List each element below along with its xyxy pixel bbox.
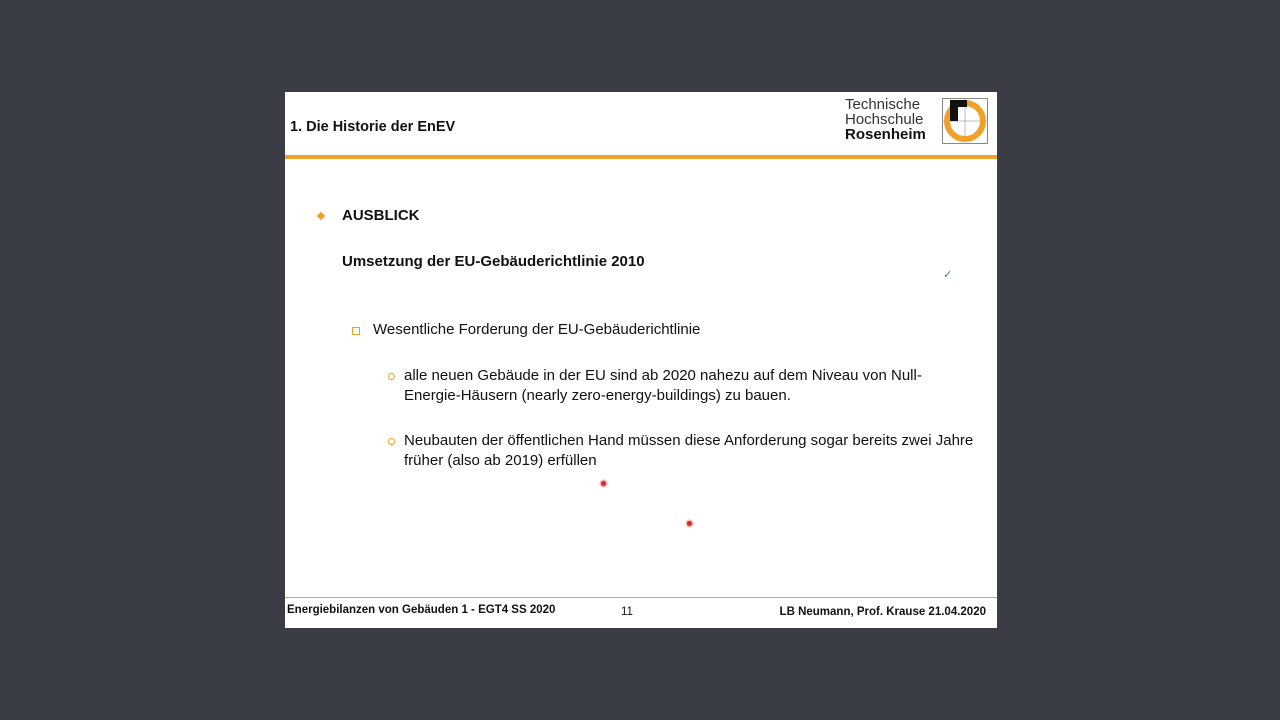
logo-line-3: Rosenheim	[845, 126, 926, 143]
logo-text	[845, 97, 926, 142]
level3-bullet-text: alle neuen Gebäude in der EU sind ab 2020 nahezu auf dem Niveau von Null-Energie-Häusern (nearly zero-energy-buildings) zu bauen.	[404, 367, 922, 404]
check-icon: ✓	[943, 269, 953, 281]
level3-bullet-text: Neubauten der öffentlichen Hand müssen diese Anforderung sogar bereits zwei Jahre früher (also ab 2019) erfüllen	[404, 432, 974, 469]
logo-line-2: Hochschule	[845, 111, 924, 128]
logo-mark-icon	[942, 98, 988, 144]
footer-divider	[285, 597, 997, 598]
section-heading: AUSBLICK	[342, 207, 420, 224]
circle-bullet-icon	[388, 438, 395, 445]
header-divider	[285, 155, 997, 159]
diamond-bullet-icon	[317, 212, 325, 220]
section-subheading: Umsetzung der EU-Gebäuderichtlinie 2010	[342, 253, 645, 270]
footer-author-date: LB Neumann, Prof. Krause 21.04.2020	[779, 606, 986, 618]
square-bullet-icon	[352, 327, 360, 335]
level2-bullet-text: Wesentliche Forderung der EU-Gebäuderichtlinie	[373, 321, 701, 338]
laser-pointer-dot	[687, 521, 692, 526]
university-logo	[845, 97, 987, 145]
slide-title: 1. Die Historie der EnEV	[290, 119, 456, 135]
laser-pointer-dot	[601, 481, 606, 486]
presentation-slide	[285, 92, 997, 628]
footer-page-number: 11	[621, 606, 633, 618]
circle-bullet-icon	[388, 373, 395, 380]
footer-course: Energiebilanzen von Gebäuden 1 - EGT4 SS 2020	[287, 604, 556, 616]
logo-line-1: Technische	[845, 96, 921, 113]
